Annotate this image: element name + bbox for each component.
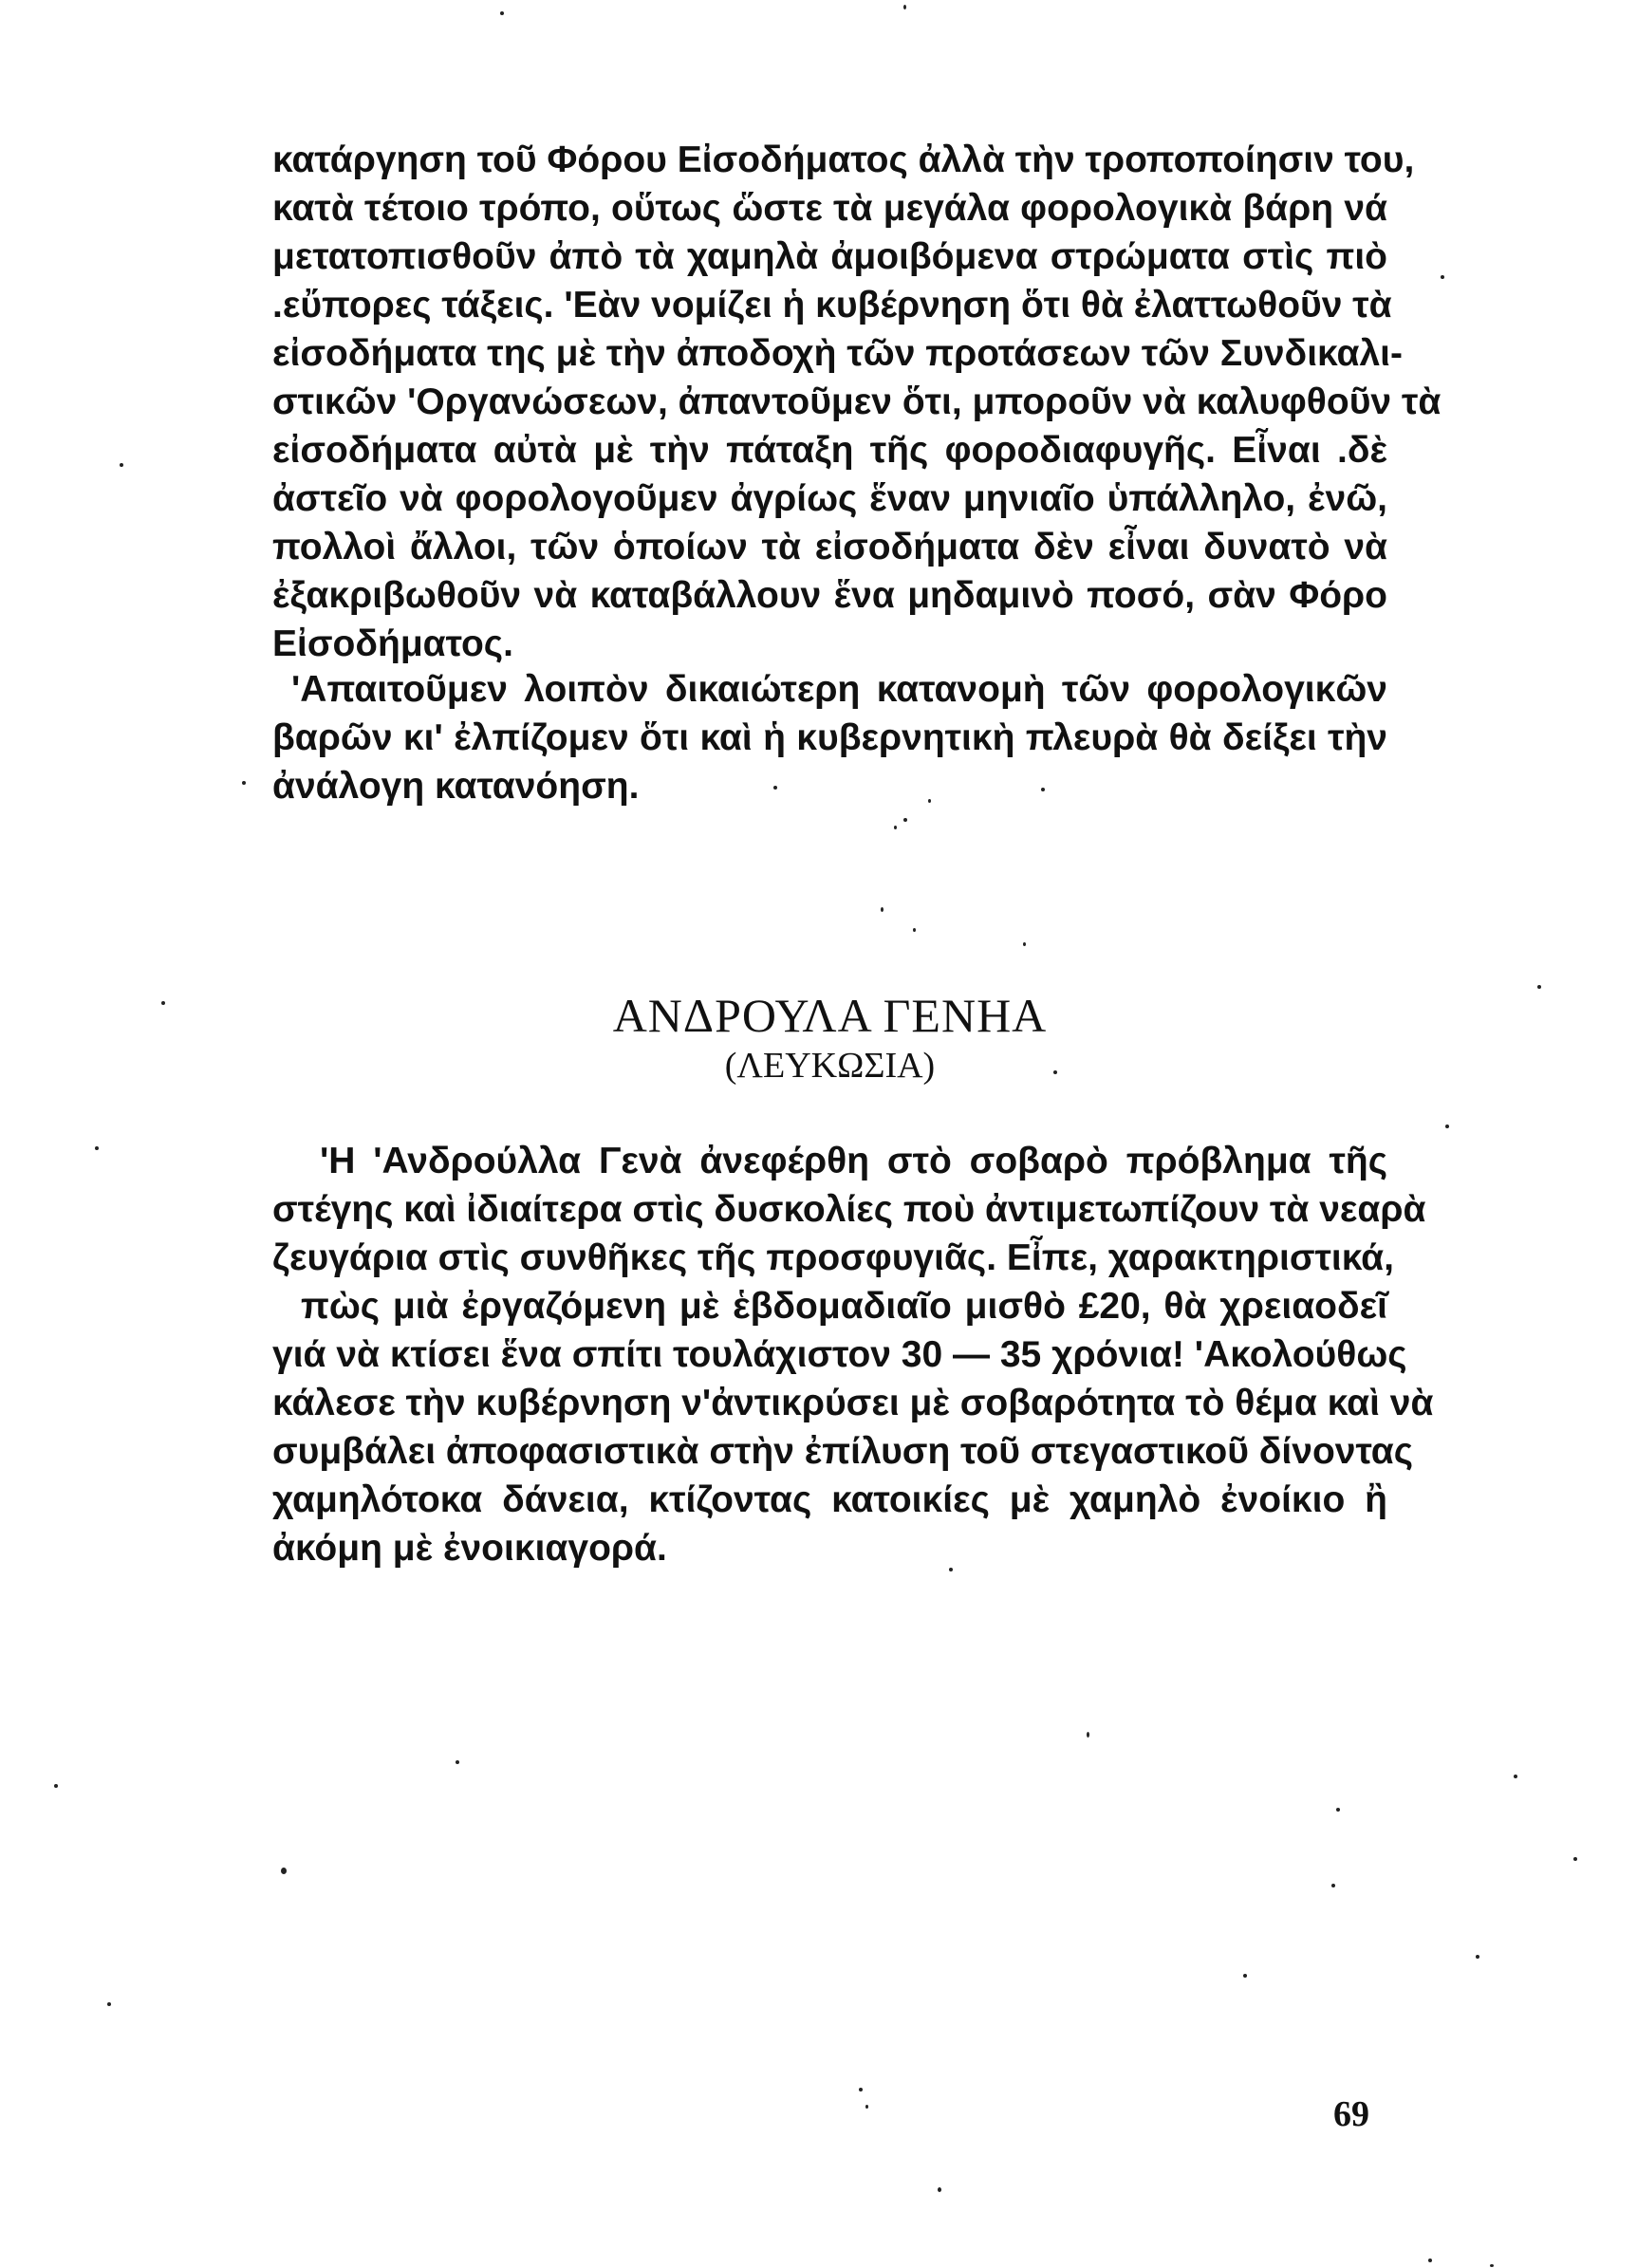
text-line: πολλοὶ ἄλλοι, τῶν ὁποίων τὰ εἰσοδήματα δὲν εἶναι δυνατὸ νὰ (272, 527, 1387, 567)
scan-speck (903, 818, 907, 822)
scan-speck (500, 11, 504, 15)
text-line: ἐξακριβωθοῦν νὰ καταβάλλουν ἕνα μηδαμινὸ ποσό, σὰν Φόρο (272, 575, 1387, 616)
text-line: ἀκόμη μὲ ἐνοικιαγορά. (272, 1528, 667, 1569)
text-line: εἰσοδήματα αὐτὰ μὲ τὴν πάταξη τῆς φοροδιαφυγῆς. Εἶναι .δὲ (272, 430, 1387, 471)
text-line: μετατοπισθοῦν ἀπὸ τὰ χαμηλὰ ἀμοιβόμενα στρώματα στὶς πιὸ (272, 236, 1387, 277)
scan-speck (161, 1001, 165, 1005)
scan-speck (120, 463, 123, 467)
scan-speck (1336, 1808, 1340, 1812)
scan-speck (859, 2088, 863, 2091)
scan-speck (1041, 788, 1045, 791)
scan-speck (1023, 942, 1026, 946)
text-line: ἀστεῖο νὰ φορολογοῦμεν ἀγρίως ἕναν μηνιαῖο ὑπάλληλο, ἐνῶ, (272, 478, 1387, 519)
scan-speck (1087, 1732, 1089, 1738)
scan-speck (1428, 2259, 1432, 2262)
scan-speck (1441, 275, 1444, 279)
scan-speck (1445, 1125, 1449, 1128)
scan-speck (928, 799, 931, 803)
text-line: ζευγάρια στὶς συνθῆκες τῆς προσφυγιᾶς. Εἶπε, χαρακτηριστικά, (272, 1237, 1394, 1278)
section-heading-place: (ΛΕΥΚΩΣΙΑ) (724, 1046, 936, 1086)
scan-speck (913, 928, 916, 932)
paragraph-3 (272, 1137, 1434, 1572)
scan-speck (881, 907, 884, 912)
scan-speck (281, 1868, 287, 1874)
scan-speck (949, 1568, 953, 1571)
text-line: χαμηλότοκα δάνεια, κτίζοντας κατοικίες μὲ χαμηλὸ ἐνοίκιο ἢ (272, 1479, 1387, 1520)
paragraph-2 (272, 665, 1387, 810)
text-line: πὼς μιὰ ἐργαζόμενη μὲ ἑβδομαδιαῖο μισθὸ £20, θὰ χρειαοδεῖ (301, 1286, 1387, 1327)
text-line: στικῶν 'Οργανώσεων, ἀπαντοῦμεν ὅτι, μποροῦν νὰ καλυφθοῦν τὰ (272, 381, 1442, 422)
scan-speck (1476, 1955, 1479, 1959)
scan-speck (1537, 985, 1541, 989)
text-line: 'Η 'Ανδρούλλα Γενὰ ἀνεφέρθη στὸ σοβαρὸ πρόβλημα τῆς (320, 1141, 1387, 1181)
scan-speck (1573, 1857, 1577, 1861)
scan-speck (865, 2105, 868, 2109)
scan-speck (1243, 1974, 1247, 1978)
scan-speck (54, 1784, 58, 1788)
scan-speck (456, 1760, 459, 1764)
text-line: κατάργηση τοῦ Φόρου Εἰσοδήματος ἀλλὰ τὴν τροποποίησιν του, (272, 139, 1415, 180)
scan-speck (903, 5, 906, 9)
text-line: εἰσοδήματα της μὲ τὴν ἀποδοχὴ τῶν προτάσεων τῶν Συνδικαλι- (272, 333, 1403, 374)
scan-speck (773, 786, 777, 790)
text-line: βαρῶν κι' ἐλπίζομεν ὅτι καὶ ἡ κυβερνητικὴ πλευρὰ θὰ δείξει τὴν (272, 717, 1387, 758)
scan-speck (107, 2002, 111, 2006)
scan-speck (1514, 1775, 1517, 1778)
scan-speck (1053, 1070, 1057, 1074)
scan-speck (894, 826, 897, 829)
text-line: ἀνάλογη κατανόηση. (272, 766, 640, 807)
text-line: κατὰ τέτοιο τρόπο, οὕτως ὥστε τὰ μεγάλα φορολογικὰ βάρη νά (272, 188, 1387, 229)
text-line: .εὔπορες τάξεις. 'Εὰν νομίζει ἡ κυβέρνηση ὅτι θὰ ἐλαττωθοῦν τὰ (272, 285, 1392, 325)
scan-speck (95, 1146, 99, 1150)
scan-speck (242, 781, 246, 785)
scan-speck (1490, 2264, 1494, 2267)
text-line: κάλεσε τὴν κυβέρνηση ν'ἀντικρύσει μὲ σοβαρότητα τὸ θέμα καὶ νὰ (272, 1383, 1434, 1423)
text-line: Εἰσοδήματος. (272, 623, 513, 664)
text-line: γιά νὰ κτίσει ἕνα σπίτι τουλάχιστον 30 — 35 χρόνια! 'Ακολούθως (272, 1334, 1407, 1375)
paragraph-1 (272, 136, 1442, 668)
page-number: 69 (1333, 2094, 1369, 2134)
text-line: συμβάλει ἀποφασιστικὰ στὴν ἐπίλυση τοῦ στεγαστικοῦ δίνοντας (272, 1431, 1414, 1472)
section-heading-name: ΑΝΔΡΟΥΛΑ ΓΕΝΗΑ (612, 989, 1048, 1042)
scan-speck (938, 2187, 941, 2192)
text-line: 'Απαιτοῦμεν λοιπὸν δικαιώτερη κατανομὴ τῶν φορολογικῶν (291, 669, 1387, 710)
scan-speck (1331, 1884, 1335, 1887)
text-line: στέγης καὶ ἰδιαίτερα στὶς δυσκολίες ποὺ ἀντιμετωπίζουν τὰ νεαρὰ (272, 1189, 1426, 1230)
